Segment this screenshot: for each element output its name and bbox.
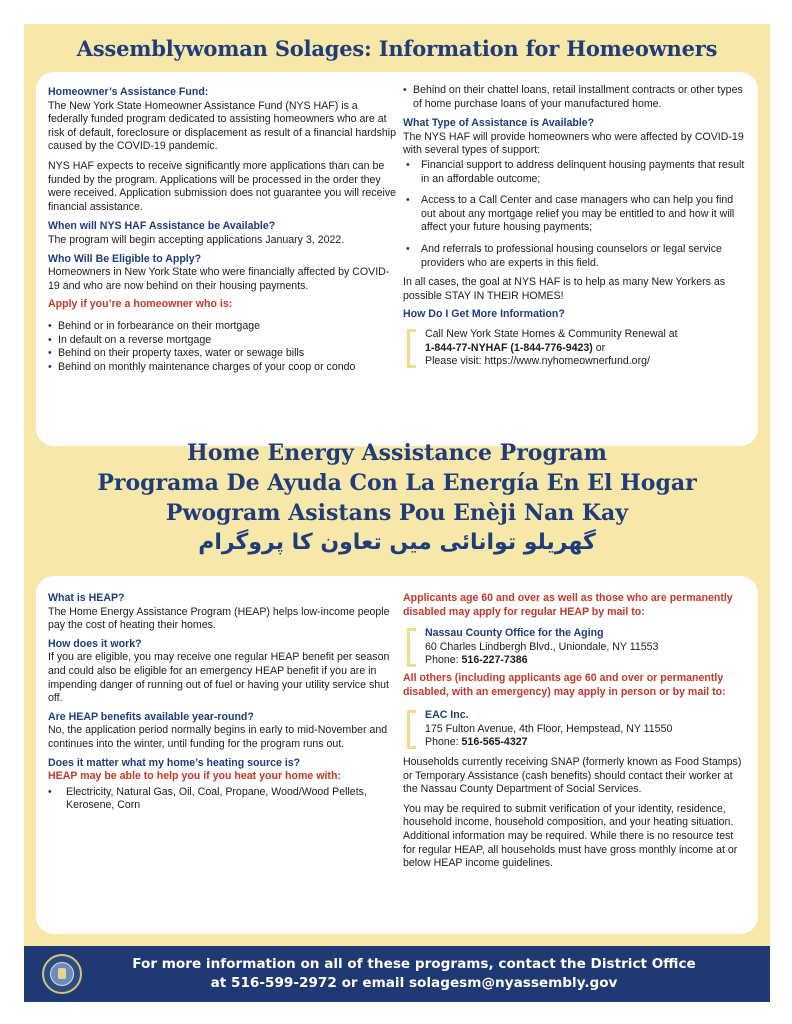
goal-text: In all cases, the goal at NYS HAF is to help as many New Yorkers as possible STAY IN THEIR HOMES! [403,276,726,302]
list-item: • Behind on their chattel loans, retail installment contracts or other types of home purchase loans of your manufactured home. [403,84,748,111]
age-heading: Applicants age 60 and over as well as those who are permanently disabled may apply for regular HEAP by mail to: [403,592,733,618]
aging-office-block [403,627,748,668]
aging-office-name: Nassau County Office for the Aging [425,627,604,640]
aging-office-phone: 516-227-7386 [461,654,528,667]
eac-name: EAC Inc. [425,709,469,722]
list-item: • Behind on monthly maintenance charges of your coop or condo [48,361,398,375]
when-heading: When will NYS HAF Assistance be Available? [48,220,276,233]
fund-heading: Homeowner’s Assistance Fund: [48,86,209,98]
list-item: • In default on a reverse mortgage [48,334,398,348]
aging-office-phone-line [425,654,748,668]
contact-block [403,328,748,369]
how-heading: How does it work? [48,637,142,650]
what-heading: What is HEAP? [48,592,125,604]
eac-block [403,709,748,750]
verify-text: You may be required to submit verification of your identity, residence, household income, household composition, and your heating situation. Additional information may be required. While there is no resource test for regular HEAP, all households must have gross monthly income at or below HEAP income guidelines. [403,802,738,870]
phone-label: Phone: [425,654,462,667]
year-text: No, the application period normally begins in early to mid-November and continues into the winter, until funding for the program runs out. [48,724,388,750]
list-item: • Behind or in forbearance on their mortgage [48,320,398,334]
heap-title-urdu: گھریلو توانائی میں تعاون کا پروگرام [198,530,596,555]
heap-left-column [48,592,398,813]
flyer-page [24,24,770,1002]
source-red-text: HEAP may be able to help you if you heat your home with: [48,770,341,783]
snap-text: Households currently receiving SNAP (formerly known as Food Stamps) or Temporary Assistance (cash benefits) should contact their worker at the Nassau County Department of Social Services. [403,755,742,796]
source-heading: Does it matter what my home’s heating source is? [48,756,301,769]
apply-list [48,320,398,374]
footer-bar [24,946,770,1002]
who-text: Homeowners in New York State who were financially affected by COVID-19 and who are now behind on their housing payments. [48,266,390,292]
heap-title-spanish: Programa De Ayuda Con La Energía En El Hogar [97,470,697,496]
heap-right-column [403,592,748,876]
heap-title-english: Home Energy Assistance Program [187,440,607,466]
contact-website[interactable]: Please visit: https://www.nyhomeownerfund.org/ [425,355,650,368]
contact-line: Call New York State Homes & Community Renewal at [425,327,678,340]
who-heading: Who Will Be Eligible to Apply? [48,252,202,265]
contact-phone: 1-844-77-NYHAF (1-844-776-9423) [425,341,593,354]
haf-card [36,72,758,446]
year-heading: Are HEAP benefits available year-round? [48,710,254,723]
list-item: • Access to a Call Center and case managers who can help you find out about any mortgage relief you may be entitled to and how it will affect your future housing payments; [403,194,748,235]
haf-right-column [403,84,748,373]
eac-phone-line [425,736,748,750]
assembly-seal-icon [42,954,82,994]
eac-address: 175 Fulton Avenue, 4th Floor, Hempstead, NY 11550 [425,722,673,735]
aging-office-address: 60 Charles Lindbergh Blvd., Uniondale, NY 11553 [425,640,659,653]
more-info-heading: How Do I Get More Information? [403,308,565,321]
contact-or: or [592,341,606,354]
page-title: Assemblywoman Solages: Information for Homeowners [76,36,718,61]
when-text: The program will begin accepting applications January 3, 2022. [48,233,345,246]
heap-card [36,576,758,934]
list-item: • Financial support to address delinquent housing payments that result in an affordable outcome; [403,159,748,186]
what-text: The Home Energy Assistance Program (HEAP) helps low-income people pay the cost of heating their homes. [48,605,390,632]
apply-list-continued [403,84,748,111]
type-heading: What Type of Assistance is Available? [403,117,595,130]
type-list [403,159,748,270]
source-list [48,786,398,813]
others-heading: All others (including applicants age 60 and over or permanently disabled, with an emergency) may apply in person or by mail to: [403,671,726,698]
fund-text: The New York State Homeowner Assistance Fund (NYS HAF) is a federally funded program dedicated to assisting homeowners who are at risk of default, foreclosure or displacement as result of a financial hardship caused by the COVID-19 pandemic. [48,99,397,153]
eac-phone: 516-565-4327 [461,736,528,749]
list-item: • Behind on their property taxes, water or sewage bills [48,347,398,361]
phone-label: Phone: [425,736,462,749]
footer-text [94,955,734,993]
apply-heading: Apply if you’re a homeowner who is: [48,298,233,311]
list-item: • And referrals to professional housing counselors or legal service providers who are experts in this field. [403,243,748,270]
footer-line-2: at 516-599-2972 or email solagesm@nyassembly.gov [210,975,618,991]
expects-text: NYS HAF expects to receive significantly more applications than can be funded by the program. Applications will be processed in the order they were received. Application submission does not guarantee you will receive financial assistance. [48,159,397,213]
contact-phone-line [425,342,748,356]
haf-left-column [48,86,398,374]
footer-line-1: For more information on all of these programs, contact the District Office [132,956,696,972]
how-text: If you are eligible, you may receive one regular HEAP benefit per season and could also be eligible for an emergency HEAP benefit if you are in impending danger of running out of fuel or having your utility service shut off. [48,651,390,705]
heap-title-creole: Pwogram Asistans Pou Enèji Nan Kay [165,500,629,526]
type-text: The NYS HAF will provide homeowners who were affected by COVID-19 with several types of support: [403,130,744,157]
list-item: • Electricity, Natural Gas, Oil, Coal, Propane, Wood/Wood Pellets, Kerosene, Corn [48,786,398,813]
